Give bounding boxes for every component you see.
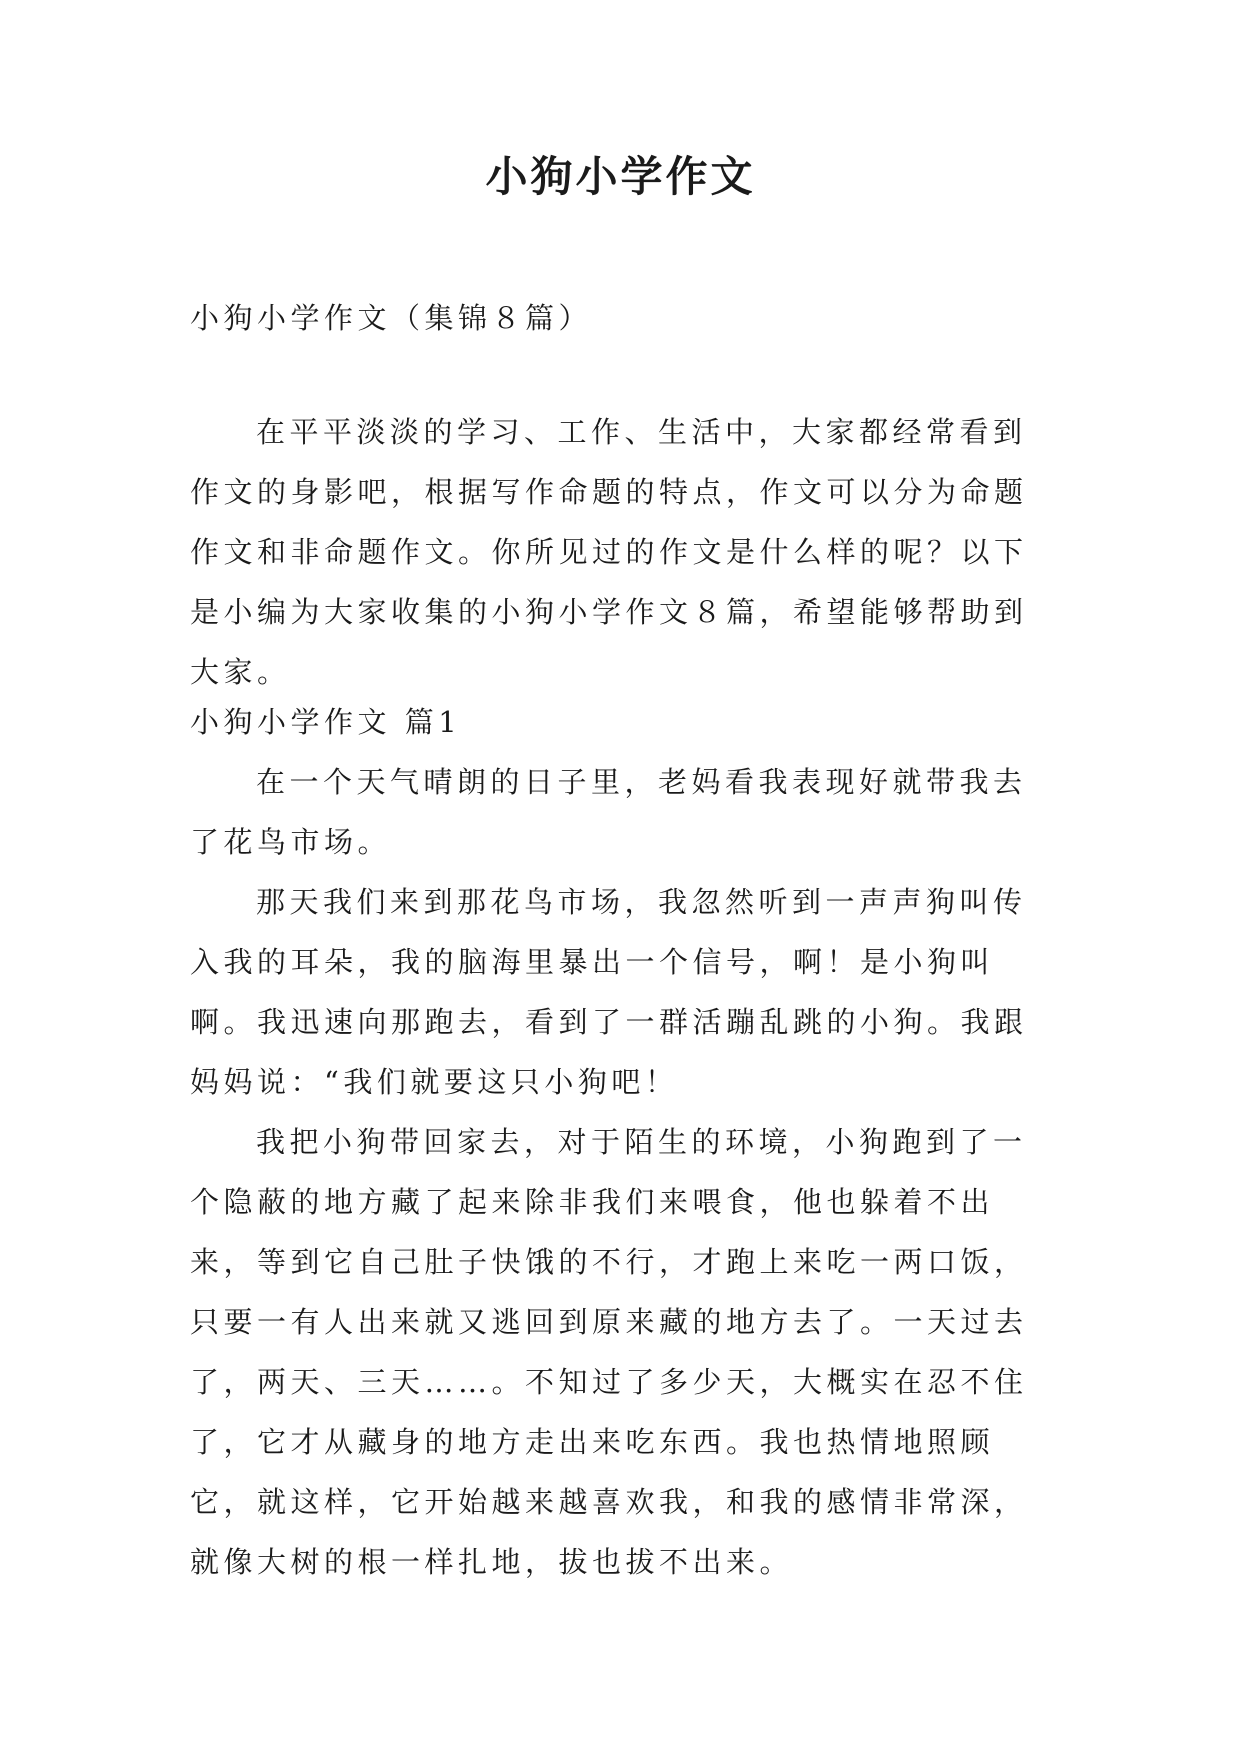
document-subtitle: 小狗小学作文（集锦８篇） [190,301,593,335]
section-heading: 小狗小学作文 篇1 [190,705,462,739]
intro-paragraph: 在平平淡淡的学习、工作、生活中，大家都经常看到作文的身影吧，根据写作命题的特点，作文可以分为命题作文和非命题作文。你所见过的作文是什么样的呢？以下是小编为大家收集的小狗小学作文８篇，希望能够帮助到大家。 [190,415,1028,689]
essay-section-1 [190,692,1050,1592]
section-paragraph: 那天我们来到那花鸟市场，我忽然听到一声声狗叫传入我的耳朵，我的脑海里暴出一个信号，啊！是小狗叫啊。我迅速向那跑去，看到了一群活蹦乱跳的小狗。我跟妈妈说：“我们就要这只小狗吧！ [190,885,1028,1099]
document-title: 小狗小学作文 [485,152,756,201]
section-paragraph: 在一个天气晴朗的日子里，老妈看我表现好就带我去了花鸟市场。 [190,765,1027,859]
section-paragraph: 我把小狗带回家去，对于陌生的环境，小狗跑到了一个隐蔽的地方藏了起来除非我们来喂食，他也躲着不出来，等到它自己肚子快饿的不行，才跑上来吃一两口饭，只要一有人出来就又逃回到原来藏的地方去了。一天过去了，两天、三天……。不知过了多少天，大概实在忍不住了，它才从藏身的地方走出来吃东西。我也热情地照顾它，就这样，它开始越来越喜欢我，和我的感情非常深，就像大树的根一样扎地，拔也拔不出来。 [190,1125,1028,1579]
